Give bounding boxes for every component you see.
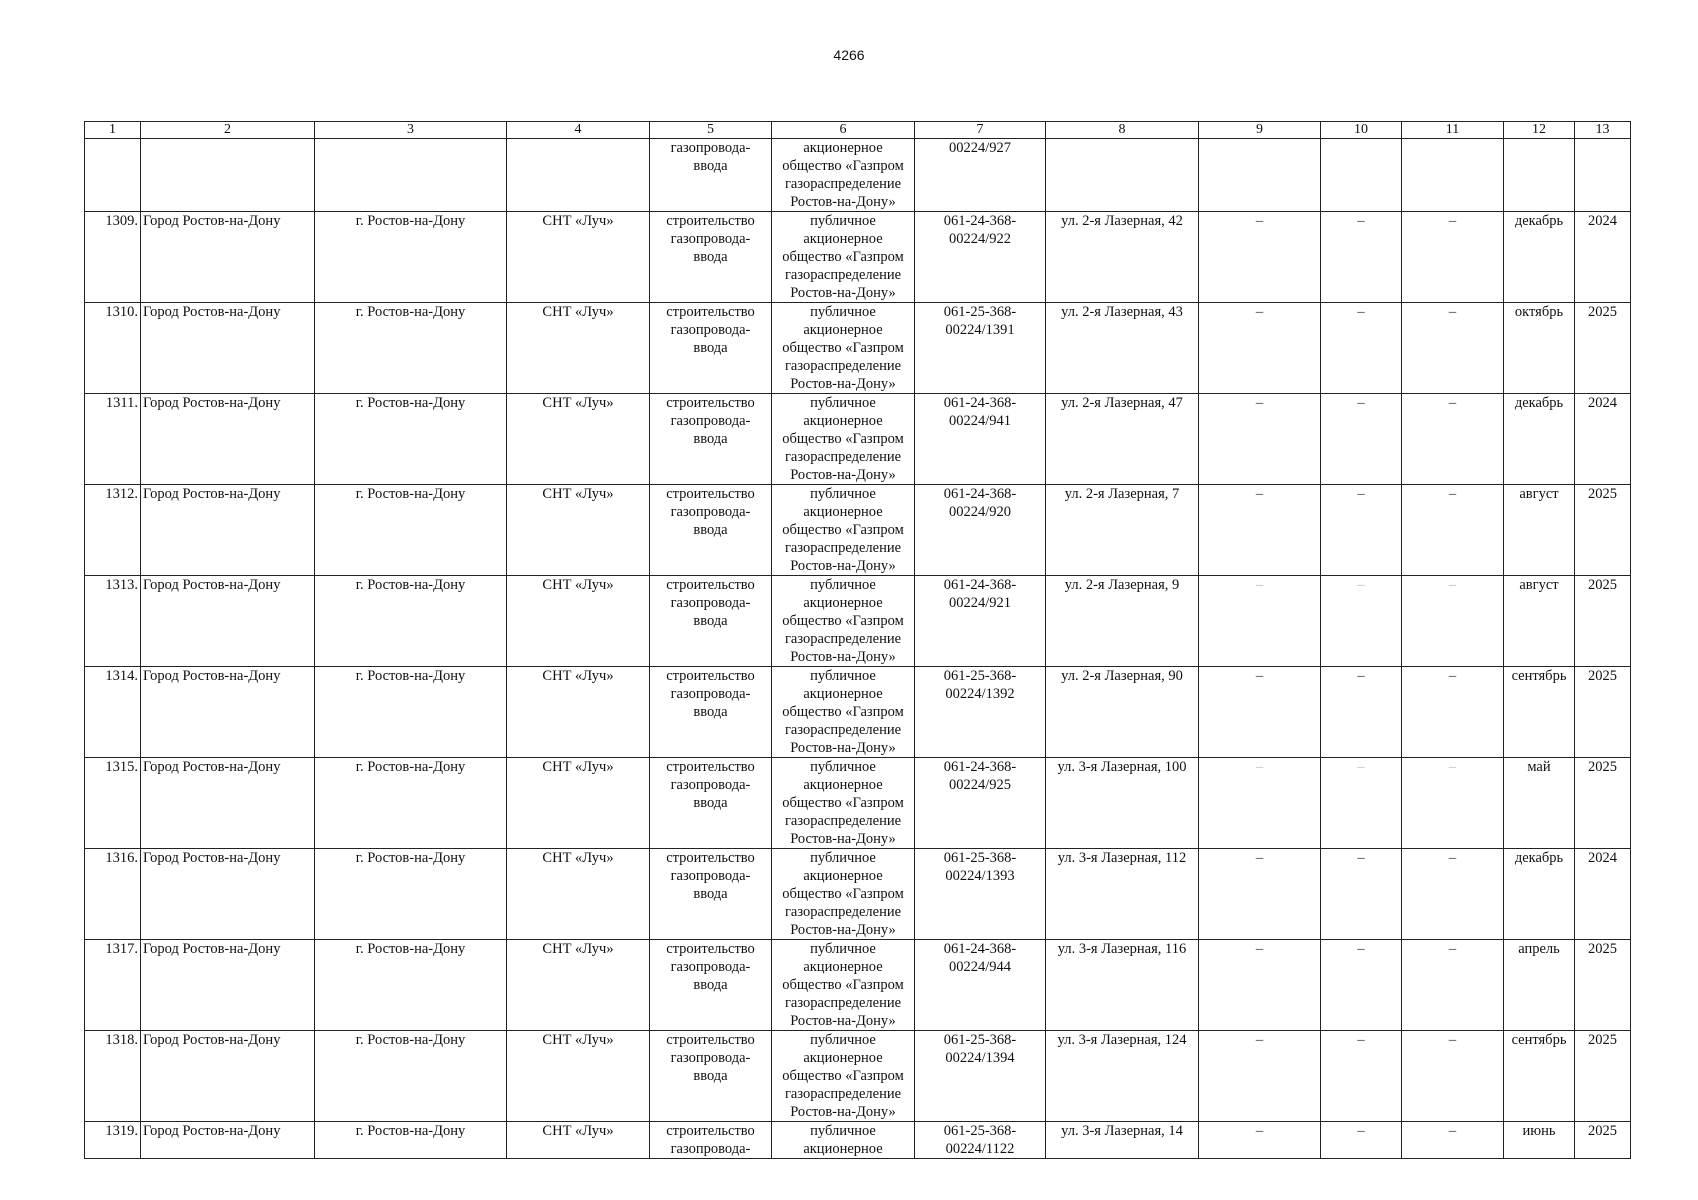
cell-c9: – (1199, 485, 1321, 576)
cell-address: ул. 2-я Лазерная, 90 (1046, 667, 1199, 758)
cell-c10: – (1321, 667, 1402, 758)
cell-tu: 061-24-368- 00224/922 (915, 212, 1046, 303)
cell-c9: – (1199, 1031, 1321, 1122)
cell-owner: публичное акционерное общество «Газпром газораспределение Ростов-на-Дону» (772, 667, 915, 758)
cell-year: 2025 (1575, 485, 1631, 576)
cell-c10: – (1321, 758, 1402, 849)
cell-month: май (1504, 758, 1575, 849)
cell-object (507, 139, 650, 212)
cell-c9 (1199, 139, 1321, 212)
cell-month: декабрь (1504, 394, 1575, 485)
cell-municipality: Город Ростов-на-Дону (141, 212, 315, 303)
cell-owner: публичное акционерное общество «Газпром газораспределение Ростов-на-Дону» (772, 394, 915, 485)
cell-purpose: строительство газопровода- ввода (650, 849, 772, 940)
cell-year: 2025 (1575, 667, 1631, 758)
cell-year: 2025 (1575, 303, 1631, 394)
table-row (85, 394, 1631, 485)
cell-num: 1319. (85, 1122, 141, 1159)
cell-object: СНТ «Луч» (507, 485, 650, 576)
cell-object: СНТ «Луч» (507, 576, 650, 667)
cell-settlement: г. Ростов-на-Дону (315, 1122, 507, 1159)
cell-c11: – (1402, 849, 1504, 940)
cell-settlement (315, 139, 507, 212)
cell-tu: 061-24-368- 00224/941 (915, 394, 1046, 485)
cell-owner: публичное акционерное общество «Газпром газораспределение Ростов-на-Дону» (772, 849, 915, 940)
cell-c10: – (1321, 303, 1402, 394)
cell-c11: – (1402, 667, 1504, 758)
continuation-row (85, 139, 1631, 212)
cell-object: СНТ «Луч» (507, 667, 650, 758)
table-row (85, 667, 1631, 758)
cell-c11: – (1402, 303, 1504, 394)
cell-settlement: г. Ростов-на-Дону (315, 758, 507, 849)
cell-year: 2024 (1575, 394, 1631, 485)
cell-tu: 061-25-368- 00224/1393 (915, 849, 1046, 940)
cell-object: СНТ «Луч» (507, 394, 650, 485)
column-header: 4 (507, 122, 650, 139)
cell-address: ул. 3-я Лазерная, 124 (1046, 1031, 1199, 1122)
cell-owner: публичное акционерное общество «Газпром газораспределение Ростов-на-Дону» (772, 758, 915, 849)
cell-year: 2025 (1575, 576, 1631, 667)
cell-c9: – (1199, 303, 1321, 394)
cell-month: август (1504, 485, 1575, 576)
cell-purpose: строительство газопровода- ввода (650, 758, 772, 849)
cell-num: 1309. (85, 212, 141, 303)
cell-c10: – (1321, 849, 1402, 940)
cell-month: сентябрь (1504, 1031, 1575, 1122)
cell-month: апрель (1504, 940, 1575, 1031)
cell-tu: 061-25-368- 00224/1391 (915, 303, 1046, 394)
cell-address: ул. 3-я Лазерная, 14 (1046, 1122, 1199, 1159)
column-header: 3 (315, 122, 507, 139)
cell-object: СНТ «Луч» (507, 849, 650, 940)
cell-c10 (1321, 139, 1402, 212)
cell-object: СНТ «Луч» (507, 212, 650, 303)
cell-purpose: строительство газопровода- ввода (650, 394, 772, 485)
cell-c9: – (1199, 1122, 1321, 1159)
cell-num: 1310. (85, 303, 141, 394)
cell-num: 1313. (85, 576, 141, 667)
column-header: 10 (1321, 122, 1402, 139)
table-row (85, 485, 1631, 576)
cell-tu: 061-24-368- 00224/921 (915, 576, 1046, 667)
cell-year: 2025 (1575, 758, 1631, 849)
cell-c9: – (1199, 212, 1321, 303)
cell-purpose: строительство газопровода- ввода (650, 212, 772, 303)
cell-c10: – (1321, 576, 1402, 667)
cell-municipality: Город Ростов-на-Дону (141, 576, 315, 667)
cell-month: август (1504, 576, 1575, 667)
cell-address (1046, 139, 1199, 212)
table-row (85, 758, 1631, 849)
cell-settlement: г. Ростов-на-Дону (315, 667, 507, 758)
column-header: 13 (1575, 122, 1631, 139)
cell-municipality: Город Ростов-на-Дону (141, 1122, 315, 1159)
table-row (85, 940, 1631, 1031)
cell-purpose: строительство газопровода- ввода (650, 1031, 772, 1122)
cell-month: октябрь (1504, 303, 1575, 394)
table-row (85, 1031, 1631, 1122)
cell-owner: публичное акционерное (772, 1122, 915, 1159)
cell-object: СНТ «Луч» (507, 1122, 650, 1159)
cell-object: СНТ «Луч» (507, 1031, 650, 1122)
cell-purpose: строительство газопровода- (650, 1122, 772, 1159)
cell-c11: – (1402, 1122, 1504, 1159)
cell-tu: 061-25-368- 00224/1122 (915, 1122, 1046, 1159)
cell-c11 (1402, 139, 1504, 212)
cell-object: СНТ «Луч» (507, 758, 650, 849)
cell-settlement: г. Ростов-на-Дону (315, 212, 507, 303)
cell-month: сентябрь (1504, 667, 1575, 758)
cell-num: 1314. (85, 667, 141, 758)
cell-c11: – (1402, 576, 1504, 667)
cell-c11: – (1402, 394, 1504, 485)
cell-month: декабрь (1504, 212, 1575, 303)
cell-owner: публичное акционерное общество «Газпром газораспределение Ростов-на-Дону» (772, 576, 915, 667)
cell-c9: – (1199, 667, 1321, 758)
cell-settlement: г. Ростов-на-Дону (315, 303, 507, 394)
cell-owner: публичное акционерное общество «Газпром газораспределение Ростов-на-Дону» (772, 303, 915, 394)
cell-c10: – (1321, 394, 1402, 485)
cell-purpose: газопровода- ввода (650, 139, 772, 212)
table-row (85, 212, 1631, 303)
column-header: 9 (1199, 122, 1321, 139)
cell-month (1504, 139, 1575, 212)
column-number-row (85, 122, 1631, 139)
cell-tu: 061-24-368- 00224/925 (915, 758, 1046, 849)
cell-c10: – (1321, 1031, 1402, 1122)
cell-num: 1318. (85, 1031, 141, 1122)
cell-owner: публичное акционерное общество «Газпром газораспределение Ростов-на-Дону» (772, 1031, 915, 1122)
cell-object: СНТ «Луч» (507, 303, 650, 394)
cell-c10: – (1321, 212, 1402, 303)
cell-c9: – (1199, 940, 1321, 1031)
column-header: 1 (85, 122, 141, 139)
page-number: 4266 (833, 47, 865, 63)
column-header: 2 (141, 122, 315, 139)
cell-owner: публичное акционерное общество «Газпром газораспределение Ростов-на-Дону» (772, 212, 915, 303)
cell-settlement: г. Ростов-на-Дону (315, 485, 507, 576)
cell-purpose: строительство газопровода- ввода (650, 576, 772, 667)
cell-c11: – (1402, 758, 1504, 849)
cell-municipality: Город Ростов-на-Дону (141, 849, 315, 940)
cell-num: 1311. (85, 394, 141, 485)
cell-settlement: г. Ростов-на-Дону (315, 940, 507, 1031)
cell-settlement: г. Ростов-на-Дону (315, 1031, 507, 1122)
table-row (85, 303, 1631, 394)
column-header: 12 (1504, 122, 1575, 139)
cell-year: 2025 (1575, 1031, 1631, 1122)
cell-c10: – (1321, 485, 1402, 576)
column-header: 8 (1046, 122, 1199, 139)
cell-c9: – (1199, 758, 1321, 849)
registry-table (84, 121, 1631, 1159)
cell-c10: – (1321, 940, 1402, 1031)
cell-c9: – (1199, 576, 1321, 667)
column-header: 7 (915, 122, 1046, 139)
cell-address: ул. 2-я Лазерная, 9 (1046, 576, 1199, 667)
cell-municipality: Город Ростов-на-Дону (141, 485, 315, 576)
column-header: 6 (772, 122, 915, 139)
cell-num (85, 139, 141, 212)
table-row (85, 1122, 1631, 1159)
cell-tu: 061-24-368- 00224/920 (915, 485, 1046, 576)
cell-c11: – (1402, 1031, 1504, 1122)
cell-c9: – (1199, 849, 1321, 940)
cell-settlement: г. Ростов-на-Дону (315, 849, 507, 940)
cell-year: 2025 (1575, 940, 1631, 1031)
cell-owner: публичное акционерное общество «Газпром газораспределение Ростов-на-Дону» (772, 940, 915, 1031)
cell-num: 1317. (85, 940, 141, 1031)
cell-month: июнь (1504, 1122, 1575, 1159)
cell-municipality: Город Ростов-на-Дону (141, 303, 315, 394)
cell-address: ул. 3-я Лазерная, 116 (1046, 940, 1199, 1031)
cell-owner: публичное акционерное общество «Газпром газораспределение Ростов-на-Дону» (772, 485, 915, 576)
cell-municipality: Город Ростов-на-Дону (141, 667, 315, 758)
cell-owner: акционерное общество «Газпром газораспределение Ростов-на-Дону» (772, 139, 915, 212)
cell-address: ул. 3-я Лазерная, 112 (1046, 849, 1199, 940)
cell-address: ул. 2-я Лазерная, 47 (1046, 394, 1199, 485)
cell-tu: 061-24-368- 00224/944 (915, 940, 1046, 1031)
cell-address: ул. 2-я Лазерная, 7 (1046, 485, 1199, 576)
cell-month: декабрь (1504, 849, 1575, 940)
cell-num: 1312. (85, 485, 141, 576)
column-header: 11 (1402, 122, 1504, 139)
cell-municipality: Город Ростов-на-Дону (141, 1031, 315, 1122)
cell-c11: – (1402, 212, 1504, 303)
cell-year: 2025 (1575, 1122, 1631, 1159)
cell-address: ул. 2-я Лазерная, 43 (1046, 303, 1199, 394)
cell-c9: – (1199, 394, 1321, 485)
cell-tu: 061-25-368- 00224/1394 (915, 1031, 1046, 1122)
cell-municipality: Город Ростов-на-Дону (141, 394, 315, 485)
table-row (85, 849, 1631, 940)
cell-settlement: г. Ростов-на-Дону (315, 576, 507, 667)
column-header: 5 (650, 122, 772, 139)
cell-municipality: Город Ростов-на-Дону (141, 940, 315, 1031)
cell-num: 1315. (85, 758, 141, 849)
cell-purpose: строительство газопровода- ввода (650, 667, 772, 758)
cell-c10: – (1321, 1122, 1402, 1159)
cell-year: 2024 (1575, 849, 1631, 940)
cell-year: 2024 (1575, 212, 1631, 303)
cell-address: ул. 3-я Лазерная, 100 (1046, 758, 1199, 849)
cell-num: 1316. (85, 849, 141, 940)
cell-purpose: строительство газопровода- ввода (650, 303, 772, 394)
cell-municipality (141, 139, 315, 212)
cell-c11: – (1402, 485, 1504, 576)
cell-purpose: строительство газопровода- ввода (650, 485, 772, 576)
cell-tu: 00224/927 (915, 139, 1046, 212)
cell-object: СНТ «Луч» (507, 940, 650, 1031)
cell-settlement: г. Ростов-на-Дону (315, 394, 507, 485)
cell-address: ул. 2-я Лазерная, 42 (1046, 212, 1199, 303)
cell-c11: – (1402, 940, 1504, 1031)
table-row (85, 576, 1631, 667)
cell-year (1575, 139, 1631, 212)
cell-municipality: Город Ростов-на-Дону (141, 758, 315, 849)
cell-tu: 061-25-368- 00224/1392 (915, 667, 1046, 758)
cell-purpose: строительство газопровода- ввода (650, 940, 772, 1031)
